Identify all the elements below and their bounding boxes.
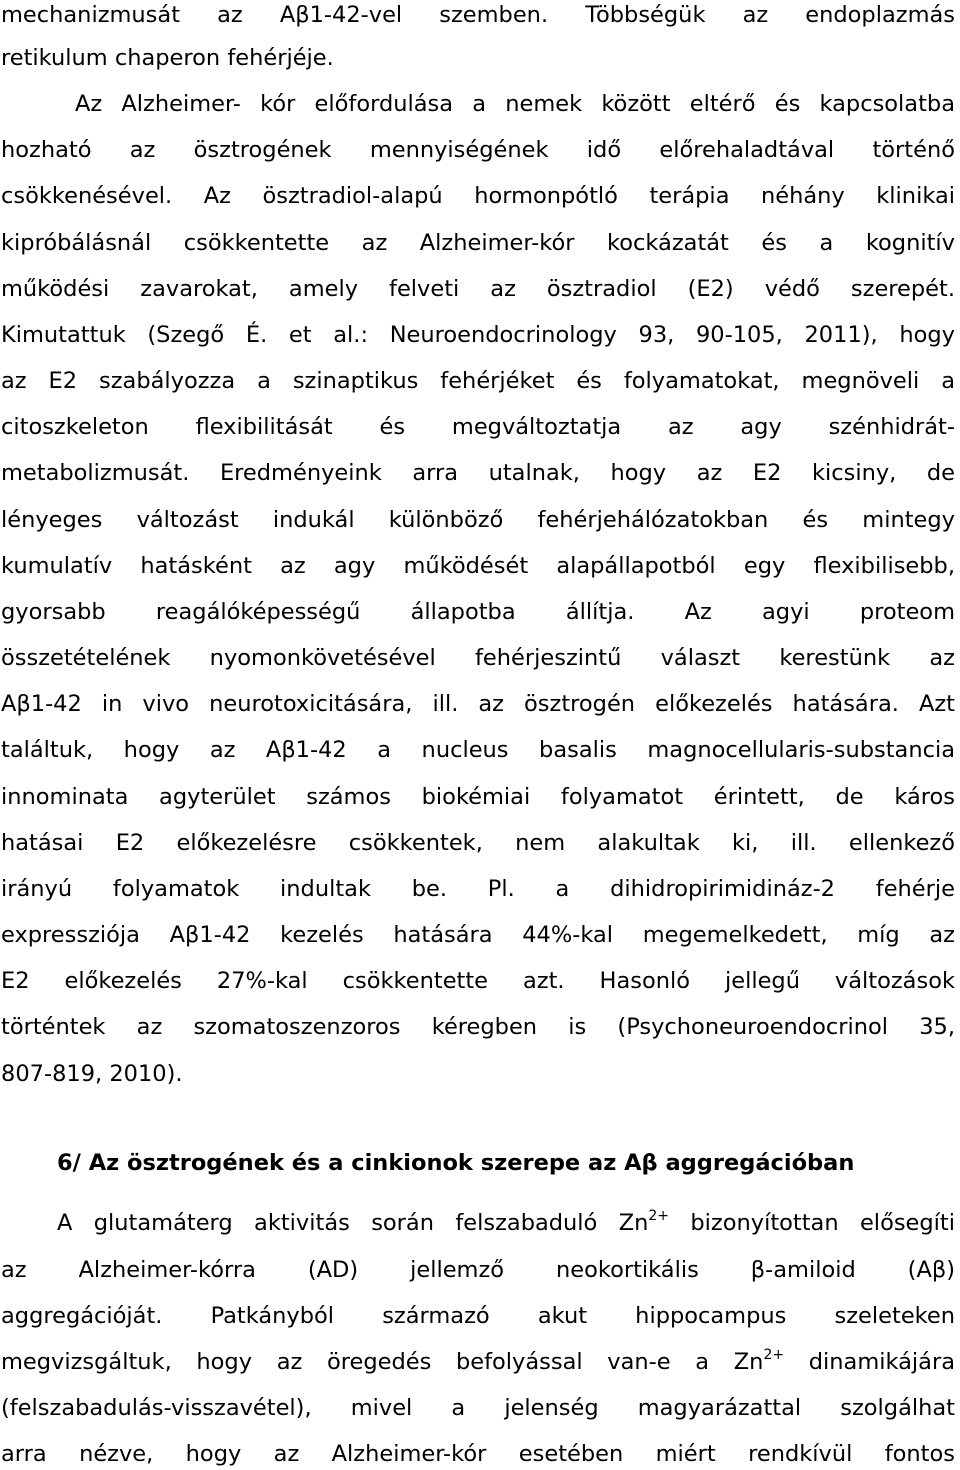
text-line: arra nézve, hogy az Alzheimer-kór esetében miért rendkívül fontos	[1, 1441, 955, 1467]
text-line: hatásai E2 előkezelésre csökkentek, nem alakultak ki, ill. ellenkező	[1, 830, 955, 856]
text-segment: A glutamáterg aktivitás során felszabaduló Zn	[57, 1210, 649, 1236]
text-line: Kimutattuk (Szegő É. et al.: Neuroendocrinology 93, 90-105, 2011), hogy	[1, 322, 955, 348]
text-line: citoszkeleton flexibilitását és megváltoztatja az agy szénhidrát-	[1, 414, 955, 440]
text-line: csökkenésével. Az ösztradiol-alapú hormonpótló terápia néhány klinikai	[1, 183, 955, 209]
text-line: irányú folyamatok indultak be. Pl. a dihidropirimidináz-2 fehérje	[1, 876, 955, 902]
text-line: (felszabadulás-visszavétel), mivel a jelenség magyarázattal szolgálhat	[1, 1395, 955, 1421]
text-line: expressziója Aβ1-42 kezelés hatására 44%-kal megemelkedett, míg az	[1, 922, 955, 948]
text-line: aggregációját. Patkányból származó akut hippocampus szeleteken	[1, 1303, 955, 1329]
text-line: mechanizmusát az Aβ1-42-vel szemben. Többségük az endoplazmás	[1, 2, 955, 28]
text-line: E2 előkezelés 27%-kal csökkentette azt. Hasonló jellegű változások	[1, 968, 955, 994]
text-line	[57, 1208, 955, 1238]
text-line: az E2 szabályozza a szinaptikus fehérjéket és folyamatokat, megnöveli a	[1, 368, 955, 394]
text-line: működési zavarokat, amely felveti az ösztradiol (E2) védő szerepét.	[1, 276, 955, 302]
text-line: Aβ1-42 in vivo neurotoxicitására, ill. az ösztrogén előkezelés hatására. Azt	[1, 691, 955, 717]
text-line: gyorsabb reagálóképességű állapotba állítja. Az agyi proteom	[1, 599, 955, 625]
text-line: retikulum chaperon fehérjéje.	[1, 45, 334, 71]
text-line: összetételének nyomonkövetésével fehérjeszintű választ kerestünk az	[1, 645, 955, 671]
text-line: az Alzheimer-kórra (AD) jellemző neokortikális β-amiloid (Aβ)	[1, 1257, 955, 1283]
superscript: 2+	[648, 1207, 670, 1224]
superscript: 2+	[763, 1346, 785, 1363]
text-line: történtek az szomatoszenzoros kéregben is (Psychoneuroendocrinol 35,	[1, 1014, 955, 1040]
text-line: kumulatív hatásként az agy működését alapállapotból egy flexibilisebb,	[1, 553, 955, 579]
text-line: metabolizmusát. Eredményeink arra utalnak, hogy az E2 kicsiny, de	[1, 460, 955, 486]
text-line: 807-819, 2010).	[1, 1061, 183, 1087]
text-segment: megvizsgáltuk, hogy az öregedés befolyással van-e a Zn	[1, 1349, 764, 1375]
text-line: innominata agyterület számos biokémiai folyamatot érintett, de káros	[1, 784, 955, 810]
text-segment: dinamikájára	[784, 1349, 955, 1375]
text-line: hozható az ösztrogének mennyiségének idő előrehaladtával történő	[1, 137, 955, 163]
text-line: lényeges változást indukál különböző fehérjehálózatokban és mintegy	[1, 507, 955, 533]
text-segment: bizonyítottan elősegíti	[669, 1210, 956, 1236]
text-line: Az Alzheimer- kór előfordulása a nemek között eltérő és kapcsolatba	[75, 91, 955, 117]
text-line	[1, 1347, 955, 1377]
section-heading: 6/ Az ösztrogének és a cinkionok szerepe az Aβ aggregációban	[57, 1150, 855, 1176]
text-line: találtuk, hogy az Aβ1-42 a nucleus basalis magnocellularis-substancia	[1, 737, 955, 763]
text-line: kipróbálásnál csökkentette az Alzheimer-kór kockázatát és a kognitív	[1, 230, 955, 256]
